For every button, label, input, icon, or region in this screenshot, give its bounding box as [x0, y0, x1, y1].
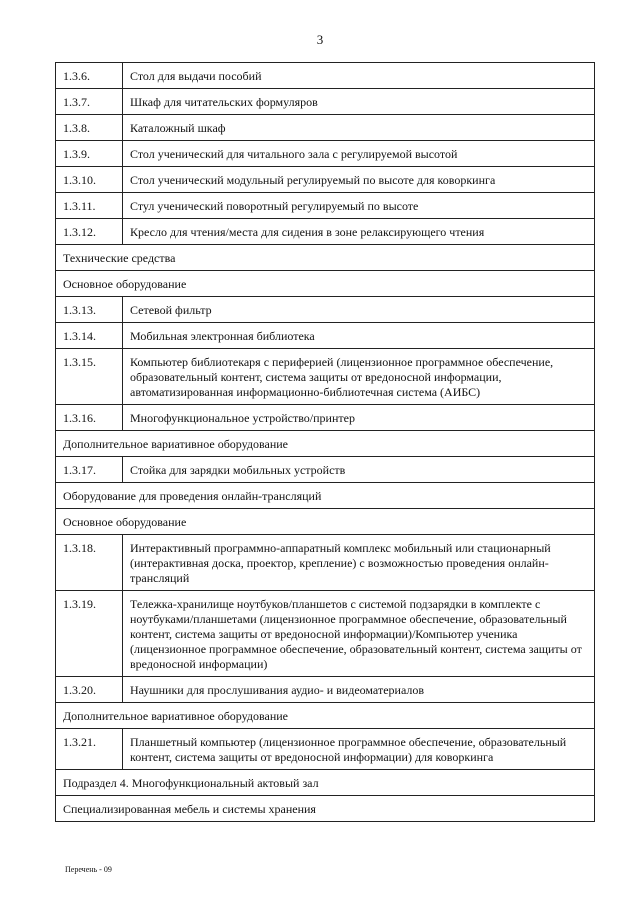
- item-description: Мобильная электронная библиотека: [123, 323, 595, 349]
- item-description: Планшетный компьютер (лицензионное программное обеспечение, образовательный контент, система защиты от вредоносной информации) для коворкинга: [123, 729, 595, 770]
- section-row: [56, 796, 595, 822]
- item-description: Стол ученический для читального зала с регулируемой высотой: [123, 141, 595, 167]
- section-row: [56, 431, 595, 457]
- table-row: [56, 219, 595, 245]
- item-number: 1.3.6.: [56, 63, 123, 89]
- page-number: 3: [316, 32, 324, 47]
- table-row: [56, 457, 595, 483]
- table-row: [56, 167, 595, 193]
- section-row: [56, 271, 595, 297]
- section-heading: Основное оборудование: [56, 509, 595, 535]
- item-number: 1.3.16.: [56, 405, 123, 431]
- table-row: [56, 677, 595, 703]
- item-number: 1.3.21.: [56, 729, 123, 770]
- item-number: 1.3.19.: [56, 591, 123, 677]
- item-description: Стол ученический модульный регулируемый по высоте для коворкинга: [123, 167, 595, 193]
- section-row: [56, 770, 595, 796]
- section-heading: Дополнительное вариативное оборудование: [56, 703, 595, 729]
- item-number: 1.3.14.: [56, 323, 123, 349]
- item-description: Наушники для прослушивания аудио- и видеоматериалов: [123, 677, 595, 703]
- item-description: Компьютер библиотекаря с периферией (лицензионное программное обеспечение, образовательный контент, система защиты от вредоносной информации, автоматизированная информационно-библиотечная система (АИБС): [123, 349, 595, 405]
- item-number: 1.3.12.: [56, 219, 123, 245]
- table-row: [56, 63, 595, 89]
- item-description: Сетевой фильтр: [123, 297, 595, 323]
- section-heading: Оборудование для проведения онлайн-трансляций: [56, 483, 595, 509]
- item-number: 1.3.9.: [56, 141, 123, 167]
- table-row: [56, 729, 595, 770]
- table-row: [56, 323, 595, 349]
- section-heading: Технические средства: [56, 245, 595, 271]
- item-number: 1.3.17.: [56, 457, 123, 483]
- section-row: [56, 509, 595, 535]
- item-number: 1.3.8.: [56, 115, 123, 141]
- item-description: Стул ученический поворотный регулируемый по высоте: [123, 193, 595, 219]
- item-number: 1.3.15.: [56, 349, 123, 405]
- item-number: 1.3.13.: [56, 297, 123, 323]
- item-number: 1.3.10.: [56, 167, 123, 193]
- table-row: [56, 297, 595, 323]
- footer-label: Перечень - 09: [65, 865, 112, 874]
- section-heading: Основное оборудование: [56, 271, 595, 297]
- section-row: [56, 483, 595, 509]
- table-row: [56, 193, 595, 219]
- item-number: 1.3.20.: [56, 677, 123, 703]
- item-number: 1.3.18.: [56, 535, 123, 591]
- item-number: 1.3.11.: [56, 193, 123, 219]
- section-heading: Подраздел 4. Многофункциональный актовый зал: [56, 770, 595, 796]
- table-row: [56, 591, 595, 677]
- table-row: [56, 141, 595, 167]
- item-number: 1.3.7.: [56, 89, 123, 115]
- section-heading: Дополнительное вариативное оборудование: [56, 431, 595, 457]
- item-description: Интерактивный программно-аппаратный комплекс мобильный или стационарный (интерактивная доска, проектор, крепление) с возможностью проведения онлайн-трансляций: [123, 535, 595, 591]
- table-row: [56, 349, 595, 405]
- item-description: Многофункциональное устройство/принтер: [123, 405, 595, 431]
- table-row: [56, 405, 595, 431]
- equipment-table: [55, 62, 595, 822]
- section-row: [56, 703, 595, 729]
- item-description: Стойка для зарядки мобильных устройств: [123, 457, 595, 483]
- section-heading: Специализированная мебель и системы хранения: [56, 796, 595, 822]
- table-row: [56, 89, 595, 115]
- section-row: [56, 245, 595, 271]
- item-description: Стол для выдачи пособий: [123, 63, 595, 89]
- item-description: Кресло для чтения/места для сидения в зоне релаксирующего чтения: [123, 219, 595, 245]
- item-description: Каталожный шкаф: [123, 115, 595, 141]
- item-description: Тележка-хранилище ноутбуков/планшетов с системой подзарядки в комплекте с ноутбуками/планшетами (лицензионное программное обеспечение, образовательный контент, система защиты от вредоносной информации)/Компьютер ученика (лицензионное программное обеспечение, образовательный контент, система защиты от вредоносной информации): [123, 591, 595, 677]
- table-row: [56, 535, 595, 591]
- item-description: Шкаф для читательских формуляров: [123, 89, 595, 115]
- equipment-table-body: [56, 63, 595, 822]
- table-row: [56, 115, 595, 141]
